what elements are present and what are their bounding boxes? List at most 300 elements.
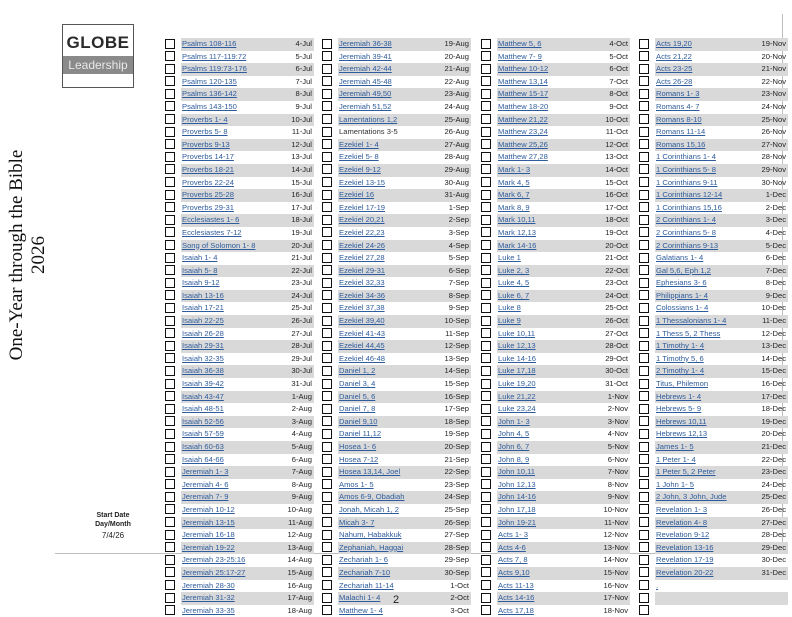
scripture-link[interactable]: Hebrews 1- 4 — [656, 391, 702, 401]
reading-checkbox[interactable] — [481, 492, 491, 502]
scripture-link[interactable]: Jeremiah 42-44 — [339, 64, 392, 74]
reading-checkbox[interactable] — [639, 379, 649, 389]
scripture-link[interactable]: 1 Thessalonians 1- 4 — [656, 316, 727, 326]
scripture-link[interactable]: Jeremiah 25:17-27 — [182, 567, 246, 577]
reading-checkbox[interactable] — [481, 253, 491, 263]
reading-checkbox[interactable] — [481, 429, 491, 439]
scripture-link[interactable]: Hosea 7-12 — [339, 454, 379, 464]
scripture-link[interactable]: Jeremiah 39-41 — [339, 51, 392, 61]
reading-checkbox[interactable] — [481, 76, 491, 86]
reading-checkbox[interactable] — [165, 152, 175, 162]
reading-checkbox[interactable] — [322, 152, 332, 162]
scripture-link[interactable]: Psalms 136-142 — [182, 89, 237, 99]
scripture-link[interactable]: Matthew 21,22 — [498, 114, 548, 124]
scripture-link[interactable]: 1 Corinthians 5- 8 — [656, 164, 716, 174]
reading-checkbox[interactable] — [322, 164, 332, 174]
reading-checkbox[interactable] — [322, 190, 332, 200]
scripture-link[interactable]: Ezekiel 17-19 — [339, 202, 386, 212]
reading-checkbox[interactable] — [322, 605, 332, 615]
scripture-link[interactable]: Ezekiel 29-31 — [339, 265, 386, 275]
reading-checkbox[interactable] — [639, 316, 649, 326]
reading-checkbox[interactable] — [322, 567, 332, 577]
reading-checkbox[interactable] — [639, 51, 649, 61]
scripture-link[interactable]: Romans 4- 7 — [656, 101, 700, 111]
scripture-link[interactable]: Ecclesiastes 7-12 — [182, 227, 242, 237]
scripture-link[interactable]: Revelation 13-16 — [656, 542, 714, 552]
scripture-link[interactable]: Romans 8-10 — [656, 114, 702, 124]
scripture-link[interactable]: Revelation 17-19 — [656, 555, 714, 565]
scripture-link[interactable]: 1 Thess 5, 2 Thess — [656, 328, 721, 338]
reading-checkbox[interactable] — [165, 391, 175, 401]
scripture-link[interactable]: Jeremiah 28-30 — [182, 580, 235, 590]
reading-checkbox[interactable] — [165, 278, 175, 288]
reading-checkbox[interactable] — [165, 530, 175, 540]
reading-checkbox[interactable] — [322, 366, 332, 376]
reading-checkbox[interactable] — [639, 391, 649, 401]
reading-checkbox[interactable] — [322, 278, 332, 288]
scripture-link[interactable]: Daniel 5, 6 — [339, 391, 376, 401]
scripture-link[interactable]: Psalms 143-150 — [182, 101, 237, 111]
reading-checkbox[interactable] — [481, 227, 491, 237]
scripture-link[interactable]: Proverbs 25-28 — [182, 190, 234, 200]
scripture-link[interactable]: Jeremiah 45-48 — [339, 76, 392, 86]
reading-checkbox[interactable] — [481, 379, 491, 389]
reading-checkbox[interactable] — [165, 555, 175, 565]
scripture-link[interactable]: Isaiah 39-42 — [182, 379, 224, 389]
reading-checkbox[interactable] — [481, 328, 491, 338]
reading-checkbox[interactable] — [481, 89, 491, 99]
scripture-link[interactable]: John 4, 5 — [498, 429, 530, 439]
scripture-link[interactable]: Romans 15,16 — [656, 139, 706, 149]
reading-checkbox[interactable] — [639, 265, 649, 275]
reading-checkbox[interactable] — [639, 341, 649, 351]
reading-checkbox[interactable] — [481, 265, 491, 275]
reading-checkbox[interactable] — [481, 467, 491, 477]
reading-checkbox[interactable] — [322, 542, 332, 552]
scripture-link[interactable]: Ecclesiastes 1- 6 — [182, 215, 240, 225]
reading-checkbox[interactable] — [165, 416, 175, 426]
scripture-link[interactable]: Luke 23,24 — [498, 404, 536, 414]
reading-checkbox[interactable] — [481, 240, 491, 250]
scripture-link[interactable]: Matthew 15-17 — [498, 89, 549, 99]
scripture-link[interactable]: Romans 11-14 — [656, 127, 706, 137]
scripture-link[interactable]: Proverbs 22-24 — [182, 177, 234, 187]
scripture-link[interactable]: Matthew 1- 4 — [339, 605, 383, 615]
scripture-link[interactable]: Luke 8 — [498, 303, 521, 313]
scripture-link[interactable]: Romans 1- 3 — [656, 89, 700, 99]
reading-checkbox[interactable] — [481, 517, 491, 527]
scripture-link[interactable]: John 14-16 — [498, 492, 536, 502]
reading-checkbox[interactable] — [481, 341, 491, 351]
reading-checkbox[interactable] — [165, 89, 175, 99]
scripture-link[interactable]: Psalms 120-135 — [182, 76, 237, 86]
reading-checkbox[interactable] — [322, 479, 332, 489]
reading-checkbox[interactable] — [165, 114, 175, 124]
scripture-link[interactable]: Luke 12,13 — [498, 341, 536, 351]
reading-checkbox[interactable] — [322, 429, 332, 439]
reading-checkbox[interactable] — [639, 353, 649, 363]
scripture-link[interactable]: Luke 19,20 — [498, 379, 536, 389]
reading-checkbox[interactable] — [481, 353, 491, 363]
scripture-link[interactable]: Ezekiel 16 — [339, 190, 375, 200]
reading-checkbox[interactable] — [165, 253, 175, 263]
scripture-link[interactable]: Jeremiah 13-15 — [182, 517, 235, 527]
scripture-link[interactable]: Acts 23-25 — [656, 64, 693, 74]
reading-checkbox[interactable] — [322, 353, 332, 363]
reading-checkbox[interactable] — [481, 51, 491, 61]
scripture-link[interactable]: 1 Peter 5, 2 Peter — [656, 467, 716, 477]
scripture-link[interactable]: 1 Corinthians 9-11 — [656, 177, 718, 187]
scripture-link[interactable]: Isaiah 17-21 — [182, 303, 224, 313]
reading-checkbox[interactable] — [165, 39, 175, 49]
reading-checkbox[interactable] — [481, 605, 491, 615]
scripture-link[interactable]: John 6, 7 — [498, 442, 530, 451]
reading-checkbox[interactable] — [165, 492, 175, 502]
scripture-link[interactable]: 1 John 1- 5 — [656, 479, 694, 489]
reading-checkbox[interactable] — [481, 391, 491, 401]
reading-checkbox[interactable] — [481, 303, 491, 313]
scripture-link[interactable]: Isaiah 64-66 — [182, 454, 224, 464]
scripture-link[interactable]: Ezekiel 24-26 — [339, 240, 386, 250]
reading-checkbox[interactable] — [322, 240, 332, 250]
reading-checkbox[interactable] — [322, 467, 332, 477]
reading-checkbox[interactable] — [322, 442, 332, 452]
reading-checkbox[interactable] — [322, 416, 332, 426]
reading-checkbox[interactable] — [165, 341, 175, 351]
scripture-link[interactable]: Amos 1- 5 — [339, 479, 374, 489]
reading-checkbox[interactable] — [481, 190, 491, 200]
reading-checkbox[interactable] — [481, 504, 491, 514]
scripture-link[interactable]: Proverbs 18-21 — [182, 164, 234, 174]
scripture-link[interactable]: Titus, Philemon — [656, 379, 709, 389]
scripture-link[interactable]: 1 Timothy 5, 6 — [656, 353, 704, 363]
scripture-link[interactable]: Ezekiel 5- 8 — [339, 152, 379, 162]
reading-checkbox[interactable] — [481, 127, 491, 137]
reading-checkbox[interactable] — [322, 303, 332, 313]
scripture-link[interactable]: Matthew 27,28 — [498, 152, 548, 162]
reading-checkbox[interactable] — [165, 303, 175, 313]
scripture-link[interactable]: Luke 14-16 — [498, 353, 536, 363]
reading-checkbox[interactable] — [165, 479, 175, 489]
scripture-link[interactable]: Revelation 4- 8 — [656, 517, 708, 527]
reading-checkbox[interactable] — [639, 467, 649, 477]
scripture-link[interactable]: Amos 6-9, Obadiah — [339, 492, 405, 502]
scripture-link[interactable]: Jeremiah 33-35 — [182, 605, 235, 615]
reading-checkbox[interactable] — [481, 215, 491, 225]
reading-checkbox[interactable] — [639, 517, 649, 527]
reading-checkbox[interactable] — [481, 542, 491, 552]
reading-checkbox[interactable] — [165, 517, 175, 527]
scripture-link[interactable]: Jeremiah 4- 6 — [182, 479, 229, 489]
scripture-link[interactable]: John 10,11 — [498, 467, 536, 477]
reading-checkbox[interactable] — [481, 278, 491, 288]
reading-checkbox[interactable] — [639, 240, 649, 250]
reading-checkbox[interactable] — [322, 64, 332, 74]
reading-checkbox[interactable] — [165, 76, 175, 86]
scripture-link[interactable]: Revelation 1- 3 — [656, 504, 708, 514]
reading-checkbox[interactable] — [639, 303, 649, 313]
reading-checkbox[interactable] — [481, 164, 491, 174]
reading-checkbox[interactable] — [322, 39, 332, 49]
scripture-link[interactable]: 2 Corinthians 5- 8 — [656, 227, 716, 237]
scripture-link[interactable]: Proverbs 9-13 — [182, 139, 230, 149]
scripture-link[interactable]: James 1- 5 — [656, 442, 694, 451]
reading-checkbox[interactable] — [322, 127, 332, 137]
scripture-link[interactable]: Matthew 7- 9 — [498, 51, 542, 61]
scripture-link[interactable]: Ezekiel 39,40 — [339, 316, 385, 326]
scripture-link[interactable]: Acts 21,22 — [656, 51, 692, 61]
reading-checkbox[interactable] — [639, 101, 649, 111]
reading-checkbox[interactable] — [322, 89, 332, 99]
reading-checkbox[interactable] — [639, 416, 649, 426]
scripture-link[interactable]: Matthew 5, 6 — [498, 39, 542, 48]
reading-checkbox[interactable] — [639, 164, 649, 174]
scripture-link[interactable]: Luke 9 — [498, 316, 521, 326]
reading-checkbox[interactable] — [639, 555, 649, 565]
reading-checkbox[interactable] — [639, 215, 649, 225]
scripture-link[interactable]: Matthew 13,14 — [498, 76, 548, 86]
scripture-link[interactable]: Hosea 13,14, Joel — [339, 467, 401, 477]
scripture-link[interactable]: Luke 4, 5 — [498, 278, 530, 288]
reading-checkbox[interactable] — [165, 177, 175, 187]
reading-checkbox[interactable] — [639, 202, 649, 212]
scripture-link[interactable]: Matthew 23,24 — [498, 127, 548, 137]
reading-checkbox[interactable] — [165, 127, 175, 137]
scripture-link[interactable]: 1 Peter 1- 4 — [656, 454, 696, 464]
scripture-link[interactable]: Jeremiah 19-22 — [182, 542, 235, 552]
scripture-link[interactable]: 2 Timothy 1- 4 — [656, 366, 705, 376]
scripture-link[interactable]: 2 Corinthians 9-13 — [656, 240, 719, 250]
scripture-link[interactable]: Lamentations 1,2 — [339, 114, 398, 124]
scripture-link[interactable]: Song of Solomon 1- 8 — [182, 240, 256, 250]
reading-checkbox[interactable] — [481, 139, 491, 149]
reading-checkbox[interactable] — [639, 114, 649, 124]
scripture-link[interactable]: Micah 3- 7 — [339, 517, 375, 527]
reading-checkbox[interactable] — [481, 366, 491, 376]
scripture-link[interactable]: Acts 1- 3 — [498, 530, 528, 540]
scripture-link[interactable]: Daniel 1, 2 — [339, 366, 376, 376]
reading-checkbox[interactable] — [165, 467, 175, 477]
reading-checkbox[interactable] — [165, 227, 175, 237]
scripture-link[interactable]: Isaiah 13-16 — [182, 290, 224, 300]
reading-checkbox[interactable] — [165, 164, 175, 174]
scripture-link[interactable]: Mark 14-16 — [498, 240, 537, 250]
reading-checkbox[interactable] — [165, 202, 175, 212]
scripture-link[interactable]: Zephaniah, Haggai — [339, 542, 404, 552]
reading-checkbox[interactable] — [322, 379, 332, 389]
scripture-link[interactable]: Luke 10,11 — [498, 328, 536, 338]
reading-checkbox[interactable] — [639, 152, 649, 162]
scripture-link[interactable]: Ezekiel 44,45 — [339, 341, 385, 351]
reading-checkbox[interactable] — [322, 76, 332, 86]
scripture-link[interactable]: Zechariah 11-14 — [339, 580, 394, 590]
reading-checkbox[interactable] — [481, 454, 491, 464]
reading-checkbox[interactable] — [481, 555, 491, 565]
reading-checkbox[interactable] — [165, 64, 175, 74]
scripture-link[interactable]: Ezekiel 34-36 — [339, 290, 386, 300]
scripture-link[interactable]: Mark 8, 9 — [498, 202, 530, 212]
scripture-link[interactable]: Mark 10,11 — [498, 215, 536, 225]
reading-checkbox[interactable] — [481, 567, 491, 577]
reading-checkbox[interactable] — [639, 190, 649, 200]
reading-checkbox[interactable] — [322, 454, 332, 464]
scripture-link[interactable]: Zechariah 1- 6 — [339, 555, 388, 565]
reading-checkbox[interactable] — [481, 290, 491, 300]
reading-checkbox[interactable] — [322, 530, 332, 540]
reading-checkbox[interactable] — [322, 202, 332, 212]
reading-checkbox[interactable] — [165, 605, 175, 615]
reading-checkbox[interactable] — [322, 253, 332, 263]
scripture-link[interactable]: Proverbs 29-31 — [182, 202, 234, 212]
reading-checkbox[interactable] — [322, 404, 332, 414]
scripture-link[interactable]: Luke 1 — [498, 253, 521, 263]
reading-checkbox[interactable] — [165, 454, 175, 464]
scripture-link[interactable]: Isaiah 52-56 — [182, 416, 224, 426]
scripture-link[interactable]: Ephesians 3- 6 — [656, 278, 707, 288]
reading-checkbox[interactable] — [165, 366, 175, 376]
scripture-link[interactable]: Zechariah 7-10 — [339, 567, 391, 577]
scripture-link[interactable]: Isaiah 43-47 — [182, 391, 224, 401]
scripture-link[interactable]: Ezekiel 27,28 — [339, 253, 385, 263]
scripture-link[interactable]: Acts 19,20 — [656, 39, 692, 48]
reading-checkbox[interactable] — [322, 341, 332, 351]
scripture-link[interactable]: Luke 6, 7 — [498, 290, 530, 300]
reading-checkbox[interactable] — [481, 101, 491, 111]
scripture-link[interactable]: John 17,18 — [498, 504, 536, 514]
scripture-link[interactable]: Acts 14-16 — [498, 593, 535, 603]
reading-checkbox[interactable] — [165, 442, 175, 452]
scripture-link[interactable]: Acts 11-13 — [498, 580, 534, 590]
scripture-link[interactable]: Jeremiah 51,52 — [339, 101, 392, 111]
reading-checkbox[interactable] — [165, 379, 175, 389]
scripture-link[interactable]: Daniel 3, 4 — [339, 379, 376, 389]
reading-checkbox[interactable] — [481, 152, 491, 162]
reading-checkbox[interactable] — [322, 215, 332, 225]
reading-checkbox[interactable] — [165, 265, 175, 275]
reading-checkbox[interactable] — [639, 605, 649, 615]
scripture-link[interactable]: Isaiah 9-12 — [182, 278, 220, 288]
scripture-link[interactable]: Mark 6, 7 — [498, 190, 530, 200]
scripture-link[interactable]: Isaiah 22-25 — [182, 316, 224, 326]
scripture-link[interactable]: Ezekiel 9-12 — [339, 164, 381, 174]
scripture-link[interactable]: Mark 4, 5 — [498, 177, 530, 187]
scripture-link[interactable]: 1 Corinthians 1- 4 — [656, 152, 716, 162]
reading-checkbox[interactable] — [639, 328, 649, 338]
reading-checkbox[interactable] — [322, 139, 332, 149]
scripture-link[interactable]: Matthew 18-20 — [498, 101, 549, 111]
scripture-link[interactable]: 1 Corinthians 15,16 — [656, 202, 722, 212]
reading-checkbox[interactable] — [165, 429, 175, 439]
reading-checkbox[interactable] — [165, 404, 175, 414]
scripture-link[interactable]: Mark 12,13 — [498, 227, 536, 237]
scripture-link[interactable]: Daniel 9,10 — [339, 416, 378, 426]
reading-checkbox[interactable] — [322, 492, 332, 502]
reading-checkbox[interactable] — [165, 580, 175, 590]
scripture-link[interactable]: Isaiah 5- 8 — [182, 265, 218, 275]
reading-checkbox[interactable] — [322, 290, 332, 300]
reading-checkbox[interactable] — [639, 177, 649, 187]
reading-checkbox[interactable] — [639, 253, 649, 263]
scripture-link[interactable]: Ezekiel 13-15 — [339, 177, 386, 187]
reading-checkbox[interactable] — [639, 530, 649, 540]
scripture-link[interactable]: John 1- 3 — [498, 416, 530, 426]
scripture-link[interactable]: Matthew 25,26 — [498, 139, 548, 149]
reading-checkbox[interactable] — [639, 39, 649, 49]
reading-checkbox[interactable] — [639, 64, 649, 74]
reading-checkbox[interactable] — [322, 391, 332, 401]
scripture-link[interactable]: Acts 9,10 — [498, 567, 530, 577]
scripture-link[interactable]: Isaiah 32-35 — [182, 353, 224, 363]
scripture-link[interactable]: Jeremiah 10-12 — [182, 504, 235, 514]
reading-checkbox[interactable] — [639, 492, 649, 502]
scripture-link[interactable]: John 12,13 — [498, 479, 536, 489]
reading-checkbox[interactable] — [639, 442, 649, 452]
reading-checkbox[interactable] — [481, 404, 491, 414]
scripture-link[interactable]: Jeremiah 23-25:16 — [182, 555, 246, 565]
reading-checkbox[interactable] — [165, 316, 175, 326]
scripture-link[interactable]: Luke 17,18 — [498, 366, 536, 376]
scripture-link[interactable]: Isaiah 26-28 — [182, 328, 224, 338]
scripture-link[interactable]: 2 Corinthians 1- 4 — [656, 215, 716, 225]
scripture-link[interactable]: Ezekiel 46-48 — [339, 353, 386, 363]
reading-checkbox[interactable] — [322, 114, 332, 124]
scripture-link[interactable]: 1 Corinthians 12-14 — [656, 190, 723, 200]
reading-checkbox[interactable] — [165, 51, 175, 61]
reading-checkbox[interactable] — [639, 227, 649, 237]
reading-checkbox[interactable] — [639, 479, 649, 489]
scripture-link[interactable]: Ezekiel 32,33 — [339, 278, 385, 288]
reading-checkbox[interactable] — [481, 316, 491, 326]
scripture-link[interactable]: Acts 17,18 — [498, 605, 534, 615]
scripture-link[interactable]: Daniel 11,12 — [339, 429, 382, 439]
reading-checkbox[interactable] — [322, 51, 332, 61]
scripture-link[interactable]: Proverbs 14-17 — [182, 152, 234, 162]
scripture-link[interactable]: Psalms 108-116 — [182, 39, 237, 48]
scripture-link[interactable]: Hosea 1- 6 — [339, 442, 377, 451]
reading-checkbox[interactable] — [322, 101, 332, 111]
scripture-link[interactable]: Luke 2, 3 — [498, 265, 530, 275]
scripture-link[interactable]: Hebrews 5- 9 — [656, 404, 702, 414]
scripture-link[interactable]: Revelation 20-22 — [656, 567, 714, 577]
reading-checkbox[interactable] — [481, 530, 491, 540]
reading-checkbox[interactable] — [481, 416, 491, 426]
reading-checkbox[interactable] — [165, 139, 175, 149]
scripture-link[interactable]: Isaiah 29-31 — [182, 341, 224, 351]
reading-checkbox[interactable] — [481, 39, 491, 49]
scripture-link[interactable]: Hebrews 10,11 — [656, 416, 707, 426]
scripture-link[interactable]: Psalms 117-119:72 — [182, 51, 247, 61]
scripture-link[interactable]: Jonah, Micah 1, 2 — [339, 504, 399, 514]
reading-checkbox[interactable] — [639, 76, 649, 86]
scripture-link[interactable]: . — [656, 580, 659, 590]
reading-checkbox[interactable] — [481, 64, 491, 74]
scripture-link[interactable]: Isaiah 48-51 — [182, 404, 224, 414]
reading-checkbox[interactable] — [165, 101, 175, 111]
scripture-link[interactable]: Jeremiah 16-18 — [182, 530, 235, 540]
reading-checkbox[interactable] — [165, 567, 175, 577]
reading-checkbox[interactable] — [639, 580, 649, 590]
scripture-link[interactable]: Jeremiah 1- 3 — [182, 467, 229, 477]
reading-checkbox[interactable] — [639, 290, 649, 300]
reading-checkbox[interactable] — [639, 278, 649, 288]
scripture-link[interactable]: Gal 5,6, Eph 1,2 — [656, 265, 711, 275]
scripture-link[interactable]: Philippians 1- 4 — [656, 290, 708, 300]
scripture-link[interactable]: Ezekiel 1- 4 — [339, 139, 379, 149]
scripture-link[interactable]: Nahum, Habakkuk — [339, 530, 402, 540]
reading-checkbox[interactable] — [639, 139, 649, 149]
scripture-link[interactable]: Ezekiel 22,23 — [339, 227, 385, 237]
reading-checkbox[interactable] — [165, 353, 175, 363]
